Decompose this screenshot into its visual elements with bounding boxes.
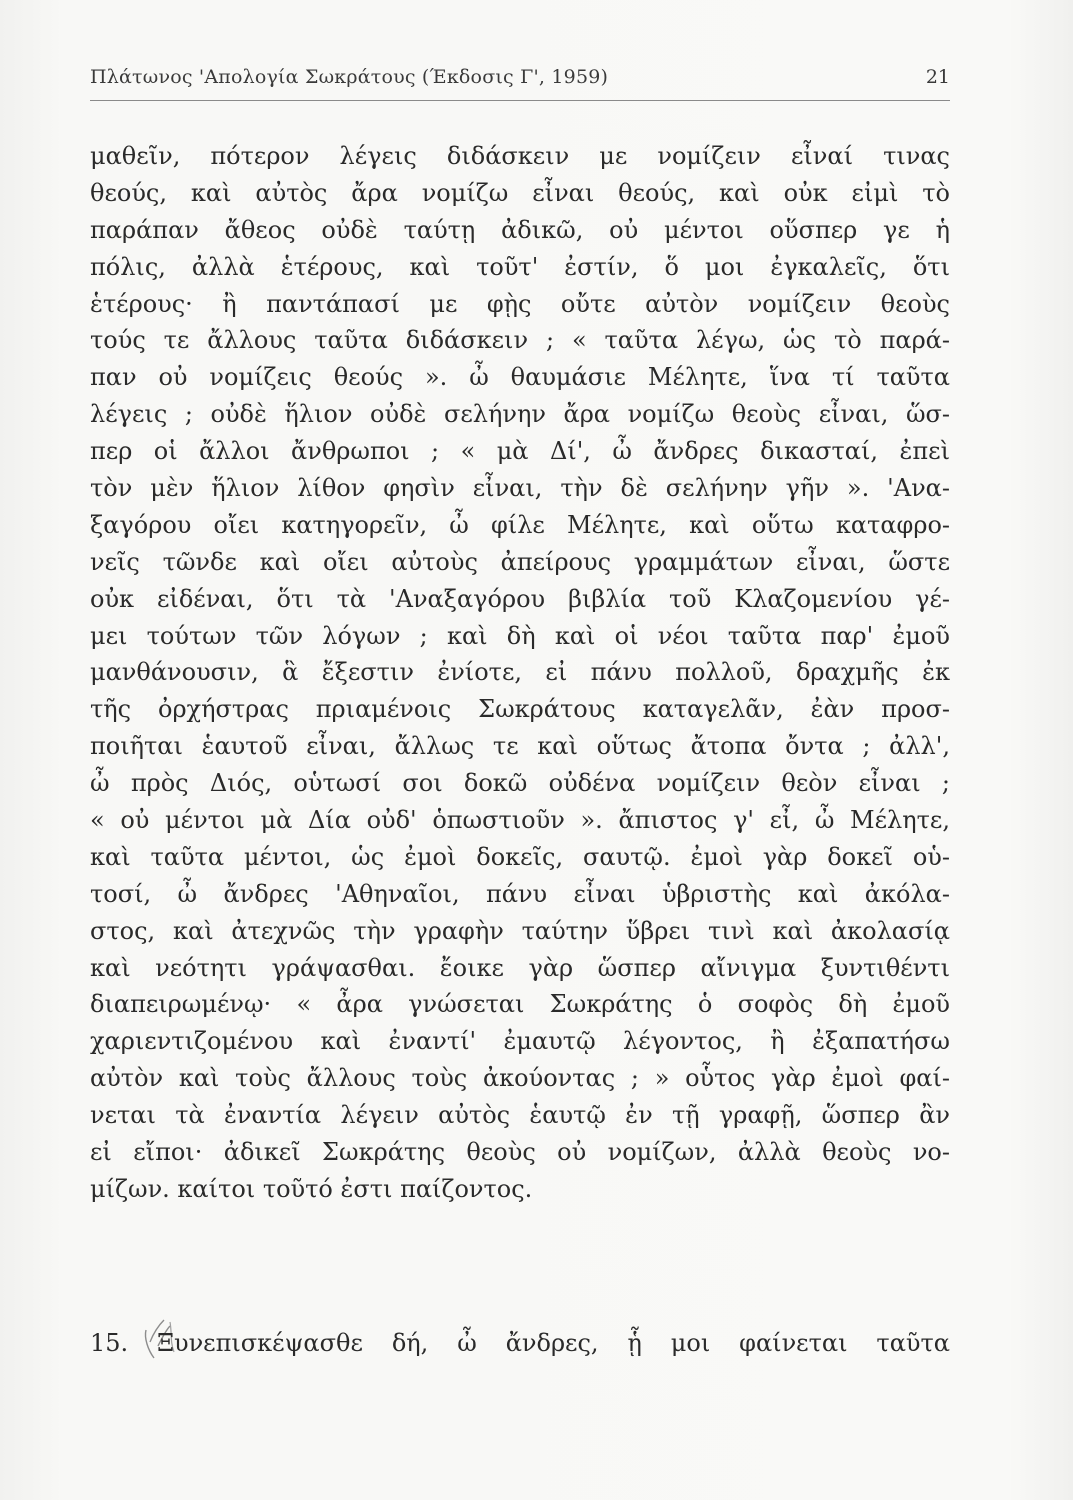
text-line: ὦ πρὸς Διός, οὑτωσί σοι δοκῶ οὐδένα νομίζειν θεὸν εἶναι ; <box>90 769 950 798</box>
text-line: παν οὐ νομίζεις θεούς ». ὦ θαυμάσιε Μέλητε, ἵνα τί ταῦτα <box>90 363 950 392</box>
text-line: οὐκ εἰδέναι, ὅτι τὰ 'Αναξαγόρου βιβλία τοῦ Κλαζομενίου γέ- <box>90 584 950 613</box>
section-first-line: 15. Ξυνεπισκέψασθε δή, ὦ ἄνδρες, ᾗ μοι φαίνεται ταῦτα <box>90 1329 950 1357</box>
text-line: νεται τὰ ἐναντία λέγειν αὐτὸς ἑαυτῷ ἐν τῇ γραφῇ, ὥσπερ ἂν <box>90 1101 950 1130</box>
header-title: Πλάτωνος 'Απολογία Σωκράτους (Έκδοσις Γ', 1959) <box>90 66 609 88</box>
text-line: τούς τε ἄλλους ταῦτα διδάσκειν ; « ταῦτα λέγω, ὡς τὸ παρά- <box>90 326 950 355</box>
text-line: μίζων. καίτοι τοῦτό ἐστι παίζοντος. <box>90 1174 533 1203</box>
text-line: αὐτὸν καὶ τοὺς ἄλλους τοὺς ἀκούοντας ; » οὗτος γὰρ ἐμοὶ φαί- <box>90 1064 950 1093</box>
text-line: διαπειρωμένῳ· « ἆρα γνώσεται Σωκράτης ὁ σοφὸς δὴ ἐμοῦ <box>90 990 950 1019</box>
body-text <box>90 138 950 1208</box>
text-line: « οὐ μέντοι μὰ Δία οὐδ' ὁπωστιοῦν ». ἄπιστος γ' εἶ, ὦ Μέλητε, <box>90 806 950 835</box>
page-number: 21 <box>925 66 950 88</box>
text-line: πόλις, ἀλλὰ ἑτέρους, καὶ τοῦτ' ἐστίν, ὅ μοι ἐγκαλεῖς, ὅτι <box>90 252 950 281</box>
text-line: ποιῆται ἑαυτοῦ εἶναι, ἄλλως τε καὶ οὕτως ἄτοπα ὄντα ; ἀλλ', <box>90 732 950 761</box>
text-line: περ οἱ ἄλλοι ἄνθρωποι ; « μὰ Δί', ὦ ἄνδρες δικασταί, ἐπεὶ <box>90 437 950 466</box>
header-rule <box>90 100 950 101</box>
text-line: εἰ εἴποι· ἀδικεῖ Σωκράτης θεοὺς οὐ νομίζων, ἀλλὰ θεοὺς νο- <box>90 1138 950 1167</box>
text-line: λέγεις ; οὐδὲ ἥλιον οὐδὲ σελήνην ἄρα νομίζω θεοὺς εἶναι, ὥσ- <box>90 400 950 429</box>
text-line: μανθάνουσιν, ἃ ἔξεστιν ἐνίοτε, εἰ πάνυ πολλοῦ, δραχμῆς ἐκ <box>90 658 950 687</box>
text-line: θεούς, καὶ αὐτὸς ἄρα νομίζω εἶναι θεούς, καὶ οὐκ εἰμὶ τὸ <box>90 178 950 207</box>
text-line: τοσί, ὦ ἄνδρες 'Αθηναῖοι, πάνυ εἶναι ὑβριστὴς καὶ ἀκόλα- <box>90 879 950 908</box>
text-line: καὶ νεότητι γράψασθαι. ἔοικε γὰρ ὥσπερ αἴνιγμα ξυντιθέντι <box>90 953 950 982</box>
text-line: χαριεντιζομένου καὶ ἐναντί' ἐμαυτῷ λέγοντος, ἢ ἐξαπατήσω <box>90 1027 950 1056</box>
text-line: παράπαν ἄθεος οὐδὲ ταύτῃ ἀδικῶ, οὐ μέντοι οὕσπερ γε ἡ <box>90 215 950 244</box>
text-line: τὸν μὲν ἥλιον λίθον φησὶν εἶναι, τὴν δὲ σελήνην γῆν ». 'Ανα- <box>90 474 950 503</box>
text-line: μαθεῖν, πότερον λέγεις διδάσκειν με νομίζειν εἶναί τινας <box>90 142 950 170</box>
text-line: ξαγόρου οἴει κατηγορεῖν, ὦ φίλε Μέλητε, καὶ οὕτω καταφρο- <box>90 510 950 539</box>
text-line: νεῖς τῶνδε καὶ οἴει αὐτοὺς ἀπείρους γραμμάτων εἶναι, ὥστε <box>90 547 950 576</box>
text-line: ἑτέρους· ἢ παντάπασί με φῂς οὔτε αὐτὸν νομίζειν θεοὺς <box>90 289 950 318</box>
text-line: τῆς ὀρχήστρας πριαμένοις Σωκράτους καταγελᾶν, ἐὰν προσ- <box>90 695 950 724</box>
text-line: μει τούτων τῶν λόγων ; καὶ δὴ καὶ οἱ νέοι ταῦτα παρ' ἐμοῦ <box>90 621 950 650</box>
text-line: στος, καὶ ἀτεχνῶς τὴν γραφὴν ταύτην ὕβρει τινὶ καὶ ἀκολασίᾳ <box>90 916 950 945</box>
text-line: καὶ ταῦτα μέντοι, ὡς ἐμοὶ δοκεῖς, σαυτῷ. ἐμοὶ γὰρ δοκεῖ οὑ- <box>90 842 950 871</box>
running-header <box>90 66 950 98</box>
section-15 <box>90 1323 950 1363</box>
